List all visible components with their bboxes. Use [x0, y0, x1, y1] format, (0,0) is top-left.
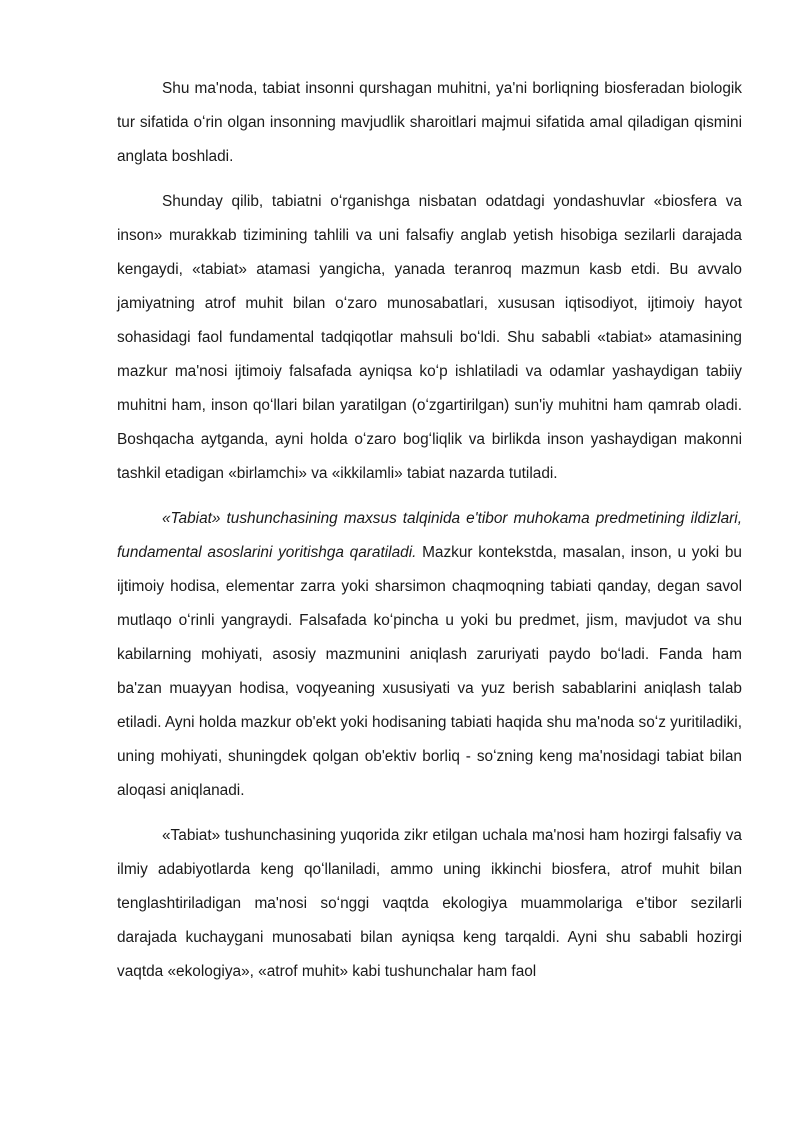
paragraph-1-text: Shu ma'noda, tabiat insonni qurshagan muhitni, ya'ni borliqning biosferadan biologik tur sifatida oʻrin olgan insonning mavjudlik sharoitlari majmui sifatida amal qiladigan qismini anglata boshladi. — [117, 80, 742, 165]
paragraph-3 — [117, 502, 742, 808]
document-page — [117, 72, 742, 989]
paragraph-2 — [117, 185, 742, 491]
paragraph-1 — [117, 72, 742, 174]
paragraph-4-text: «Tabiat» tushunchasining yuqorida zikr etilgan uchala ma'nosi ham hozirgi falsafiy va ilmiy adabiyotlarda keng qoʻllaniladi, ammo uning ikkinchi biosfera, atrof muhit bilan tenglashtiriladigan ma'nosi soʻnggi vaqtda ekologiya muammolariga e'tibor sezilarli darajada kuchaygani munosabati bilan ayniqsa keng tarqaldi. Ayni shu sababli hozirgi vaqtda «ekologiya», «atrof muhit» kabi tushunchalar ham faol — [117, 827, 742, 980]
paragraph-2-text: Shunday qilib, tabiatni oʻrganishga nisbatan odatdagi yondashuvlar «biosfera va inson» murakkab tizimining tahlili va uni falsafiy anglab yetish hisobiga sezilarli darajada kengaydi, «tabiat» atamasi yangicha, yanada teranroq mazmun kasb etdi. Bu avvalo jamiyatning atrof muhit bilan oʻzaro munosabatlari, xususan iqtisodiyot, ijtimoiy hayot sohasidagi faol fundamental tadqiqotlar mahsuli boʻldi. Shu sababli «tabiat» atamasining mazkur ma'nosi ijtimoiy falsafada ayniqsa koʻp ishlatiladi va odamlar yashaydigan tabiiy muhitni ham, inson qoʻllari bilan yaratilgan (oʻzgartirilgan) sun'iy muhitni ham qamrab oladi. Boshqacha aytganda, ayni holda oʻzaro bogʻliqlik va birlikda inson yashaydigan makonni tashkil etadigan «birlamchi» va «ikkilamli» tabiat nazarda tutiladi. — [117, 193, 742, 482]
paragraph-3-text: Mazkur kontekstda, masalan, inson, u yoki bu ijtimoiy hodisa, elementar zarra yoki sharsimon chaqmoqning tabiati qanday, degan savol mutlaqo oʻrinli yangraydi. Falsafada koʻpincha u yoki bu predmet, jism, mavjudot va shu kabilarning mohiyati, asosiy mazmunini aniqlash zaruriyati paydo boʻladi. Fanda ham ba'zan muayyan hodisa, voqyeaning xususiyati va yuz berish sabablarini aniqlash talab etiladi. Ayni holda mazkur ob'ekt yoki hodisaning tabiati haqida shu ma'noda soʻz yuritiladiki, uning mohiyati, shuningdek qolgan ob'ektiv borliq - soʻzning keng ma'nosidagi tabiat bilan aloqasi aniqlanadi. — [117, 544, 743, 799]
paragraph-3-italic-lead: «Tabiat» tushunchasining maxsus talqinida e'tibor muhokama predmetining ildizlari, fundamental asoslarini yoritishga qaratiladi. — [117, 510, 742, 561]
paragraph-4 — [117, 819, 742, 989]
